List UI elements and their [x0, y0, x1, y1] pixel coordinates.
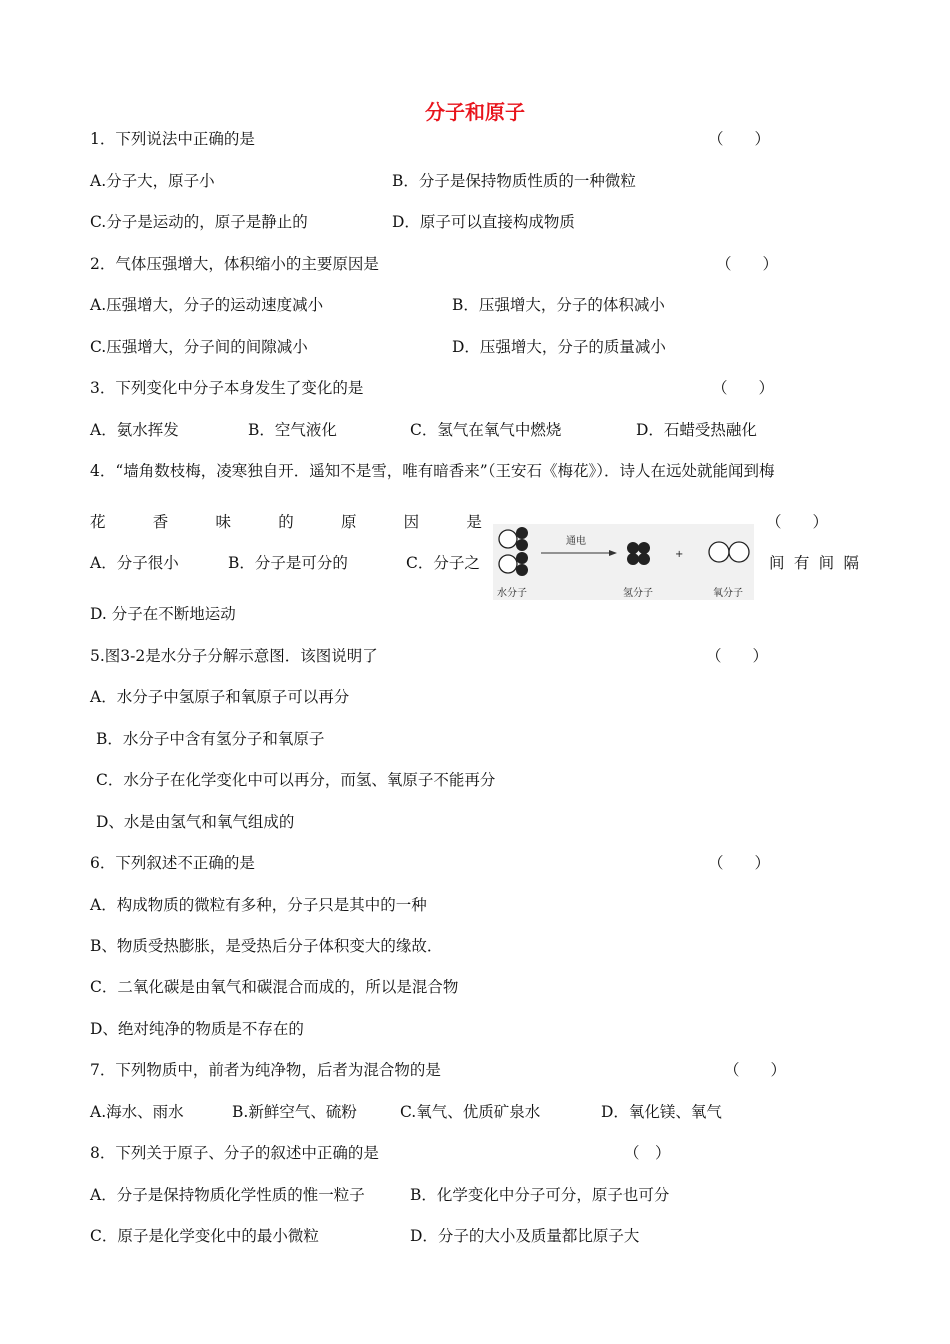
question-3-option-b: B．空气液化 [248, 421, 337, 439]
water-molecule-label: 水分子 [497, 588, 527, 599]
question-7-option-b: B.新鲜空气、硫粉 [232, 1103, 357, 1121]
question-1-option-a: A.分子大，原子小 [90, 172, 215, 190]
hydrogen-molecule-icon [627, 542, 650, 565]
question-2-option-a: A.压强增大，分子的运动速度减小 [90, 296, 324, 314]
question-4-option-c-continuation [769, 553, 859, 573]
arrow-label: 通电 [566, 536, 586, 547]
question-6-option-b: B、物质受热膨胀，是受热后分子体积变大的缘故． [90, 937, 443, 955]
question-6-stem: 6．下列叙述不正确的是 [90, 854, 255, 872]
question-4-bracket: （ ） [766, 513, 829, 531]
stem-char: 是 [466, 513, 482, 531]
question-7-bracket: （ ） [724, 1061, 787, 1079]
question-3-option-c: C．氢气在氧气中燃烧 [410, 421, 562, 439]
question-4-option-d: D. 分子在不断地运动 [90, 605, 236, 623]
oxygen-molecule-label: 氧分子 [713, 588, 743, 599]
stem-char: 花 [90, 513, 106, 531]
oxygen-molecule-icon [709, 542, 749, 562]
question-3-stem: 3．下列变化中分子本身发生了变化的是 [90, 379, 364, 397]
question-2-stem: 2．气体压强增大，体积缩小的主要原因是 [90, 255, 379, 273]
option-char: 隔 [843, 554, 859, 572]
option-char: 有 [793, 554, 810, 572]
option-char: 间 [769, 554, 785, 572]
question-4-stem-continuation [90, 512, 482, 532]
question-2-bracket: （ ） [716, 255, 779, 273]
question-3-option-d: D．石蜡受热融化 [636, 421, 757, 439]
question-5-option-c: C．水分子在化学变化中可以再分，而氢、氧原子不能再分 [96, 771, 496, 789]
question-5-stem: 5.图3-2是水分子分解示意图．该图说明了 [90, 647, 378, 665]
question-6-option-d: D、绝对纯净的物质是不存在的 [90, 1020, 304, 1038]
question-6-option-c: C．二氧化碳是由氧气和碳混合而成的，所以是混合物 [90, 978, 459, 996]
question-7-option-a: A.海水、雨水 [90, 1103, 184, 1121]
question-4-option-a: A．分子很小 [90, 554, 179, 572]
question-3-bracket: （ ） [712, 379, 775, 397]
question-7-option-d: D．氧化镁、氧气 [601, 1103, 722, 1121]
question-6-bracket: （ ） [708, 854, 771, 872]
question-5-bracket: （ ） [706, 647, 769, 665]
question-1-option-b: B．分子是保持物质性质的一种微粒 [392, 172, 636, 190]
question-5-option-b: B．水分子中含有氢分子和氧原子 [96, 730, 325, 748]
plus-sign: + [675, 549, 684, 560]
arrow-icon [541, 550, 617, 556]
stem-char: 因 [403, 513, 420, 531]
question-1-bracket: （ ） [708, 130, 771, 148]
question-8-option-b: B．化学变化中分子可分，原子也可分 [410, 1186, 670, 1204]
question-8-option-d: D．分子的大小及质量都比原子大 [410, 1227, 640, 1245]
question-7-stem: 7．下列物质中，前者为纯净物，后者为混合物的是 [90, 1061, 441, 1079]
question-8-bracket: （ ） [624, 1144, 671, 1162]
page-title: 分子和原子 [425, 100, 525, 124]
question-1-stem: 1．下列说法中正确的是 [90, 130, 255, 148]
question-2-option-d: D．压强增大，分子的质量减小 [452, 338, 666, 356]
question-4-option-b: B．分子是可分的 [228, 554, 348, 572]
stem-char: 味 [215, 513, 231, 531]
question-1-option-d: D．原子可以直接构成物质 [392, 213, 575, 231]
water-molecule-icon [499, 527, 528, 576]
question-8-stem: 8．下列关于原子、分子的叙述中正确的是 [90, 1144, 379, 1162]
question-5-option-a: A．水分子中氢原子和氧原子可以再分 [90, 688, 350, 706]
option-char: 间 [818, 554, 835, 572]
stem-char: 原 [340, 513, 357, 531]
question-6-option-a: A．构成物质的微粒有多种，分子只是其中的一种 [90, 896, 427, 914]
question-4-stem: 4．“墙角数枝梅，凌寒独自开．遥知不是雪，唯有暗香来”（王安石《梅花》）．诗人在远处就能闻到梅 [90, 462, 775, 480]
hydrogen-molecule-label: 氢分子 [623, 588, 653, 599]
question-2-option-c: C.压强增大，分子间的间隙减小 [90, 338, 308, 356]
question-7-option-c: C.氧气、优质矿泉水 [400, 1103, 541, 1121]
question-8-option-a: A．分子是保持物质化学性质的惟一粒子 [90, 1186, 365, 1204]
stem-char: 的 [278, 513, 294, 531]
question-8-option-c: C．原子是化学变化中的最小微粒 [90, 1227, 319, 1245]
stem-char: 香 [152, 513, 169, 531]
question-2-option-b: B．压强增大，分子的体积减小 [452, 296, 665, 314]
question-1-option-c: C.分子是运动的，原子是静止的 [90, 213, 308, 231]
question-4-option-c: C．分子之 [406, 554, 480, 572]
question-3-option-a: A．氨水挥发 [90, 421, 179, 439]
water-decomposition-figure [493, 524, 754, 600]
question-5-option-d: D、水是由氢气和氧气组成的 [96, 813, 295, 831]
